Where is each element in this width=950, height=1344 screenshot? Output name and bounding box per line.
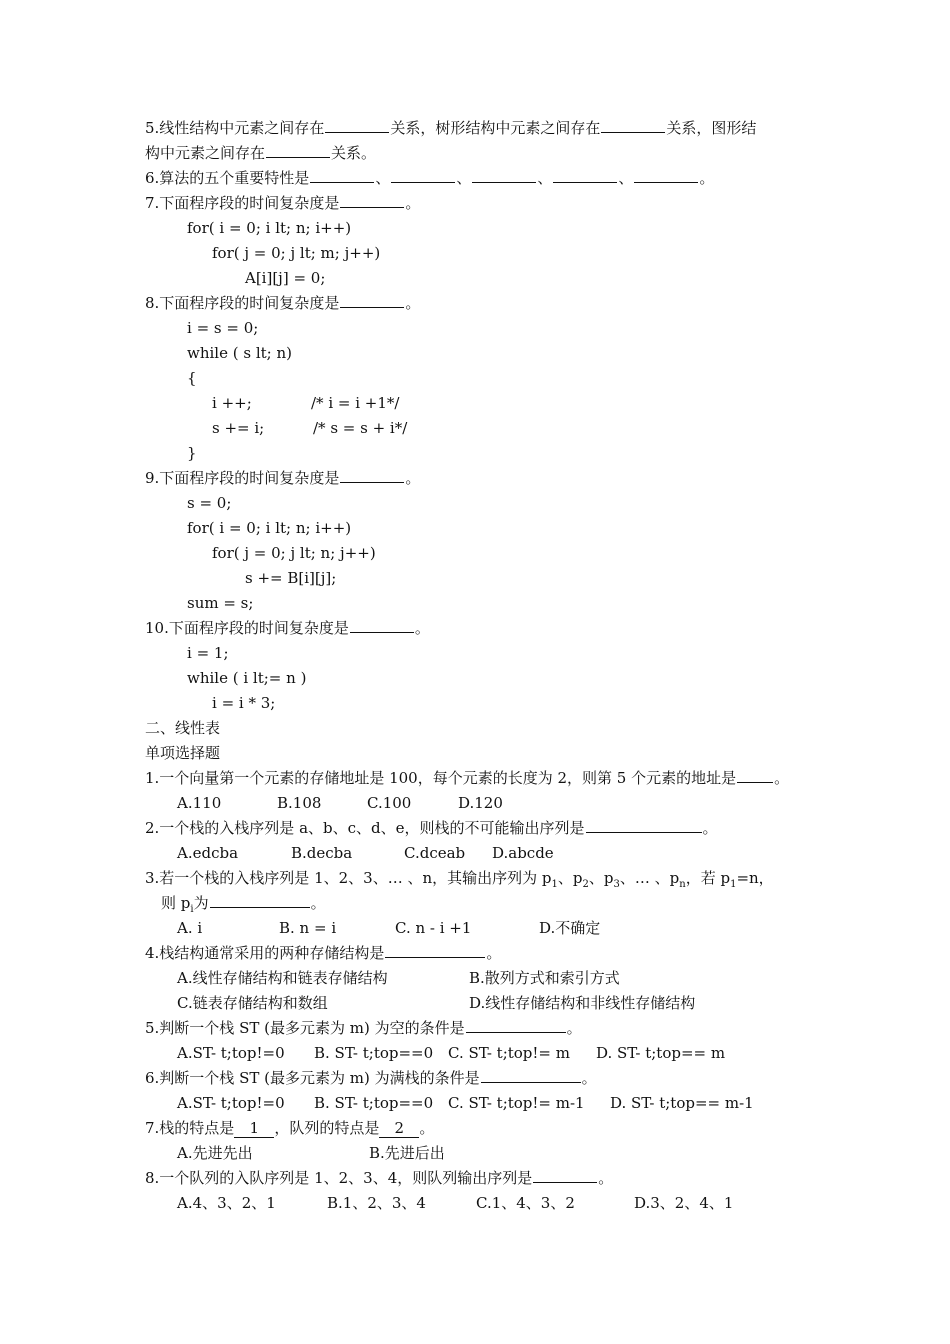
code-line: sum = s; [187, 594, 254, 612]
code-line: for( i = 0; i lt; n; i++) [187, 219, 352, 237]
question-2-7 [145, 1116, 434, 1141]
answer-blank-2: 2 [379, 1119, 419, 1138]
code-line: s = 0; [187, 494, 232, 512]
section-heading: 二、线性表 [145, 719, 221, 737]
option-a: A.110 [177, 794, 222, 812]
q2-text: 2.一个栈的入栈序列是 a、b、c、d、e，则栈的不可能输出序列是 [145, 819, 585, 837]
question-1-6 [145, 166, 714, 191]
answer-blank [310, 168, 374, 183]
q7-text: 7.栈的特点是 [145, 1119, 235, 1137]
question-2-5 [145, 1016, 582, 1041]
option-a: A.ST- t;top!=0 [177, 1094, 285, 1112]
code-line: i ++; [212, 394, 252, 412]
separator: 、 [456, 169, 472, 187]
answer-blank [385, 943, 485, 958]
separator: 、 [618, 169, 634, 187]
answer-blank [586, 818, 702, 833]
q3-text: 则 p [161, 894, 191, 912]
period: 。 [419, 1119, 435, 1137]
code-line: i = i * 3; [212, 694, 276, 712]
question-1-8 [145, 291, 420, 316]
q10-text: 10.下面程序段的时间复杂度是 [145, 619, 349, 637]
question-2-1 [145, 766, 789, 791]
q7-text: 7.下面程序段的时间复杂度是 [145, 194, 340, 212]
option-a: A. i [177, 919, 203, 937]
question-1-9 [145, 466, 420, 491]
answer-blank [210, 893, 310, 908]
code-line: for( i = 0; i lt; n; i++) [187, 519, 352, 537]
option-a: A.4、3、2、1 [177, 1194, 276, 1212]
period: 。 [414, 619, 430, 637]
period: 。 [405, 194, 421, 212]
q3-text: 为 [193, 894, 209, 912]
q6-text: 6.算法的五个重要特性是 [145, 169, 310, 187]
option-b: B.1、2、3、4 [327, 1194, 426, 1212]
separator: 、 [375, 169, 391, 187]
subscript: 3 [613, 879, 620, 890]
subscript: 1 [551, 879, 558, 890]
q5-text-4: 构中元素之间存在 [145, 144, 266, 162]
period: 。 [702, 819, 718, 837]
q1-text: 1.一个向量第一个元素的存储地址是 100，每个元素的长度为 2，则第 5 个元素的地址是 [145, 769, 737, 787]
code-line: i = 1; [187, 644, 229, 662]
answer-blank [266, 143, 330, 158]
code-line: while ( i lt;= n ) [187, 669, 307, 687]
q3-text: =n， [736, 869, 774, 887]
period: 。 [405, 469, 421, 487]
q8-text: 8.下面程序段的时间复杂度是 [145, 294, 340, 312]
answer-blank [325, 118, 389, 133]
option-c: C. ST- t;top!= m [448, 1044, 570, 1062]
separator: 、 [537, 169, 553, 187]
q5-text-5: 关系。 [331, 144, 377, 162]
option-d: D. ST- t;top== m [596, 1044, 726, 1062]
answer-blank-1: 1 [234, 1119, 274, 1138]
option-b: B.先进后出 [369, 1144, 445, 1162]
period: 。 [699, 169, 715, 187]
subsection-heading: 单项选择题 [145, 744, 221, 762]
answer-blank [472, 168, 536, 183]
answer-blank [737, 768, 773, 783]
option-d: D.120 [458, 794, 503, 812]
answer-blank [340, 193, 404, 208]
option-a: A.线性存储结构和链表存储结构 [177, 969, 388, 987]
option-a: A.edcba [177, 844, 239, 862]
answer-blank [340, 468, 404, 483]
answer-blank [553, 168, 617, 183]
code-line: s += B[i][j]; [245, 569, 337, 587]
option-b: B. ST- t;top==0 [314, 1094, 434, 1112]
option-c: C. ST- t;top!= m-1 [448, 1094, 585, 1112]
q3-text: 、… 、p [619, 869, 680, 887]
subscript: i [190, 904, 194, 915]
question-2-8 [145, 1166, 613, 1191]
answer-blank [481, 1068, 581, 1083]
subscript: 1 [730, 879, 737, 890]
period: 。 [405, 294, 421, 312]
q5-text-2: 关系，树形结构中元素之间存在 [390, 119, 601, 137]
option-d: D.不确定 [539, 919, 601, 937]
code-line: { [187, 369, 197, 387]
option-d: D. ST- t;top== m-1 [610, 1094, 754, 1112]
period: 。 [486, 944, 502, 962]
q9-text: 9.下面程序段的时间复杂度是 [145, 469, 340, 487]
option-b: B. ST- t;top==0 [314, 1044, 434, 1062]
q4-text: 4.栈结构通常采用的两种存储结构是 [145, 944, 385, 962]
subscript: 2 [582, 879, 589, 890]
q3-text: 、p [588, 869, 614, 887]
option-b: B.decba [291, 844, 353, 862]
code-line: i = s = 0; [187, 319, 259, 337]
answer-blank [350, 618, 414, 633]
subscript: n [679, 879, 686, 890]
question-2-4 [145, 941, 501, 966]
code-comment: /* s = s + i*/ [313, 419, 408, 437]
q3-text: ，若 p [685, 869, 731, 887]
period: 。 [598, 1169, 614, 1187]
answer-blank [340, 293, 404, 308]
answer-blank [391, 168, 455, 183]
option-a: A.ST- t;top!=0 [177, 1044, 285, 1062]
period: 。 [581, 1069, 597, 1087]
question-2-6 [145, 1066, 597, 1091]
q6-text: 6.判断一个栈 ST (最多元素为 m) 为满栈的条件是 [145, 1069, 480, 1087]
code-line: s += i; [212, 419, 265, 437]
option-b: B.108 [277, 794, 322, 812]
code-line: for( j = 0; j lt; n; j++) [212, 544, 376, 562]
code-line: for( j = 0; j lt; m; j++) [212, 244, 381, 262]
question-2-3-line2 [161, 891, 326, 916]
q7-text: ，队列的特点是 [274, 1119, 380, 1137]
code-line: A[i][j] = 0; [245, 269, 326, 287]
q5-text-3: 关系，图形结 [666, 119, 757, 137]
code-comment: /* i = i +1*/ [311, 394, 400, 412]
q3-text: 、p [557, 869, 583, 887]
question-2-3-line1 [145, 866, 774, 891]
answer-blank [466, 1018, 566, 1033]
answer-blank [634, 168, 698, 183]
option-c: C.dceab [404, 844, 466, 862]
option-d: D.线性存储结构和非线性存储结构 [469, 994, 696, 1012]
option-c: C.100 [367, 794, 412, 812]
option-c: C.链表存储结构和数组 [177, 994, 328, 1012]
code-line: } [187, 444, 197, 462]
answer-blank [601, 118, 665, 133]
option-a: A.先进先出 [177, 1144, 253, 1162]
option-c: C. n - i +1 [395, 919, 472, 937]
period: 。 [566, 1019, 582, 1037]
option-c: C.1、4、3、2 [476, 1194, 575, 1212]
option-d: D.abcde [492, 844, 554, 862]
question-2-2 [145, 816, 718, 841]
period: 。 [774, 769, 790, 787]
period: 。 [310, 894, 326, 912]
question-1-5-line1 [145, 116, 756, 141]
question-1-5-line2 [145, 141, 376, 166]
option-b: B.散列方式和索引方式 [469, 969, 620, 987]
option-b: B. n = i [279, 919, 337, 937]
q8-text: 8.一个队列的入队序列是 1、2、3、4，则队列输出序列是 [145, 1169, 533, 1187]
answer-blank [533, 1168, 597, 1183]
question-1-10 [145, 616, 430, 641]
question-1-7 [145, 191, 420, 216]
code-line: while ( s lt; n) [187, 344, 292, 362]
q5-text: 5.判断一个栈 ST (最多元素为 m) 为空的条件是 [145, 1019, 465, 1037]
q3-text: 3.若一个栈的入栈序列是 1、2、3、… 、n，其输出序列为 p [145, 869, 552, 887]
option-d: D.3、2、4、1 [634, 1194, 734, 1212]
q5-text-1: 5.线性结构中元素之间存在 [145, 119, 325, 137]
